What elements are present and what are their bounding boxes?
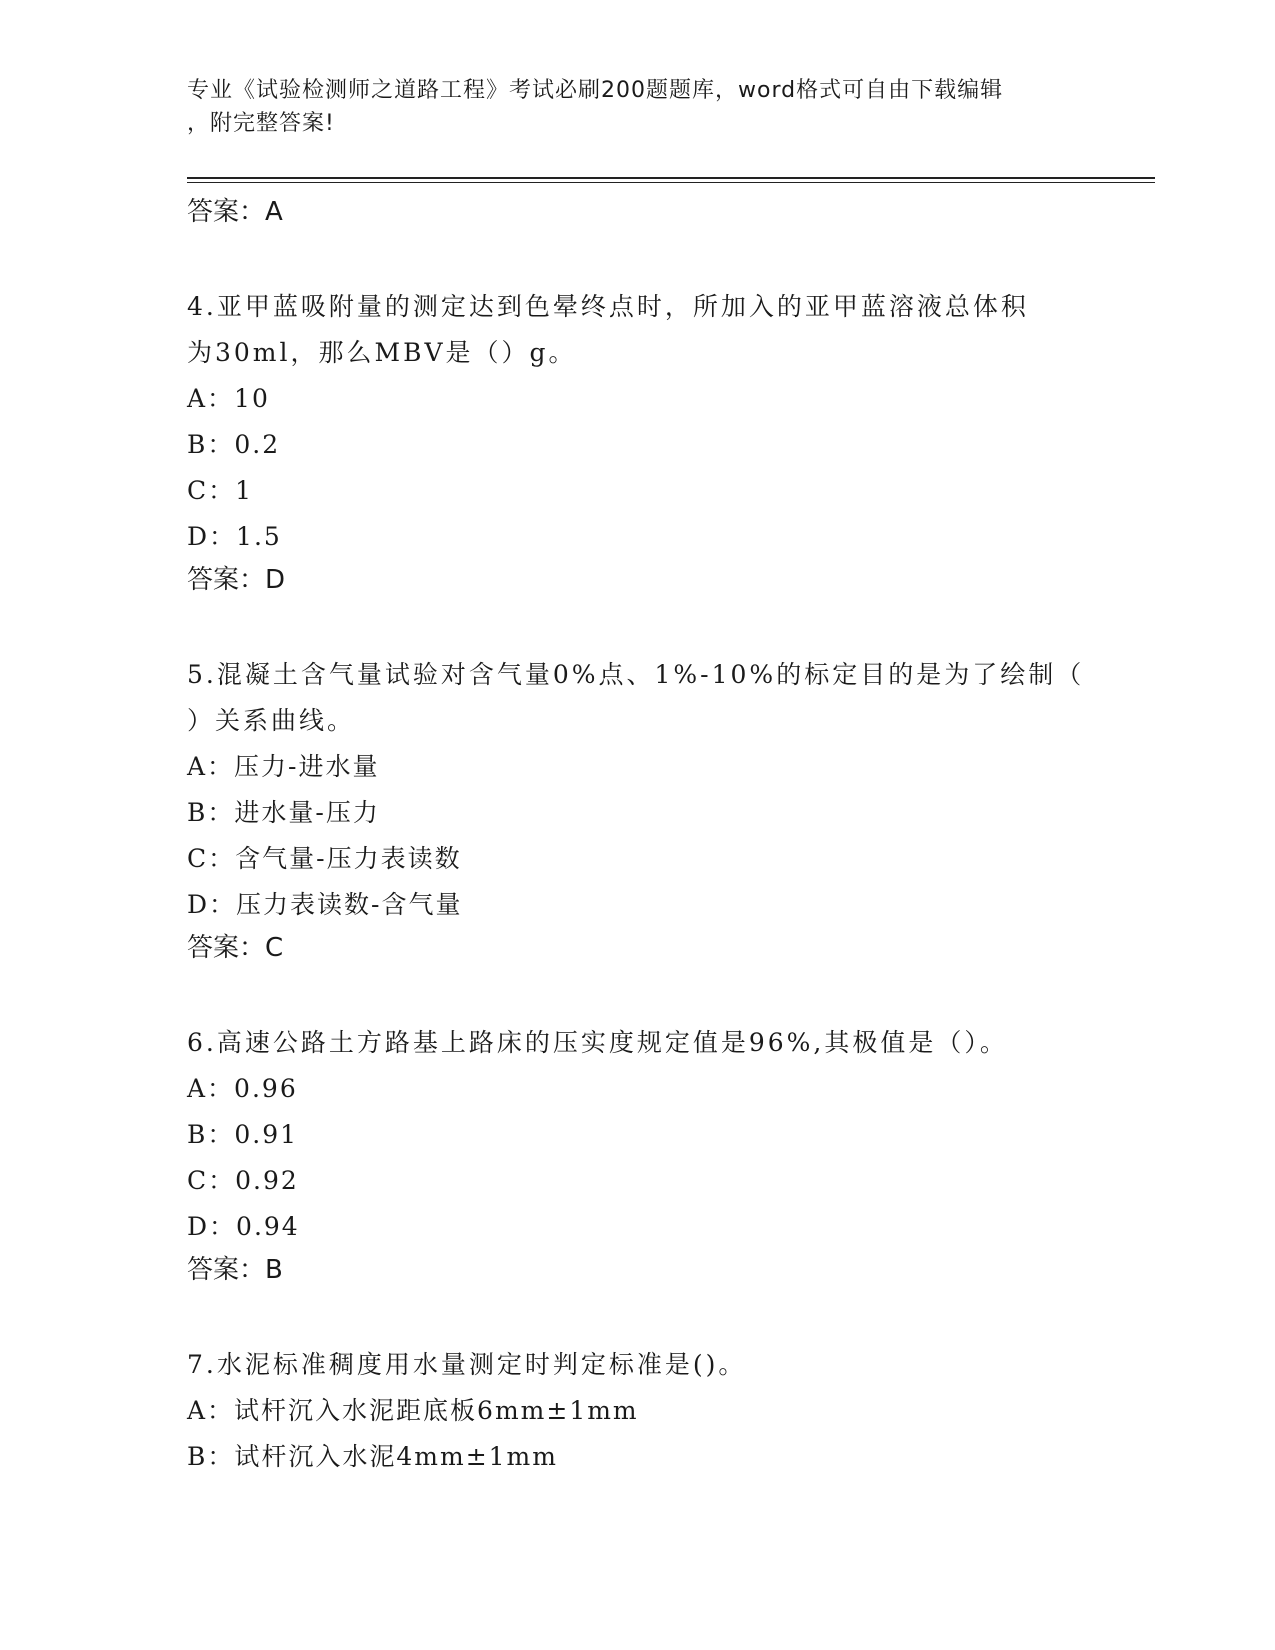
question-5-option-d: D：压力表读数-含气量 [187,890,463,919]
question-5-stem-line-1: 5.混凝土含气量试验对含气量0%点、1%-10%的标定目的是为了绘制（ [187,660,1085,689]
question-5-option-b: B：进水量-压力 [187,798,380,827]
question-4-option-c: C：1 [187,476,254,505]
question-6 [187,1020,1087,1290]
question-7-option-a: A：试杆沉入水泥距底板6mm±1mm [187,1396,639,1425]
question-4 [187,284,1087,600]
answer-q3: 答案：A [187,197,283,227]
question-7-stem-line-1: 7.水泥标准稠度用水量测定时判定标准是()。 [187,1350,747,1379]
question-6-option-b: B：0.91 [187,1120,299,1149]
question-5-stem-line-2: ）关系曲线。 [187,706,356,735]
question-4-option-b: B：0.2 [187,430,281,459]
question-4-stem-line-1: 4.亚甲蓝吸附量的测定达到色晕终点时，所加入的亚甲蓝溶液总体积 [187,292,1029,321]
header-line-2: ，附完整答案! [187,111,335,136]
header-line-1: 专业《试验检测师之道路工程》考试必刷200题题库，word格式可自由下载编辑 [187,78,1004,103]
question-5 [187,652,1087,968]
question-4-option-a: A：10 [187,384,270,413]
answer-q4: 答案：D [187,565,286,595]
answer-q5: 答案：C [187,933,284,963]
question-4-stem-line-2: 为30ml，那么MBV是（）g。 [187,338,577,367]
answer-q6: 答案：B [187,1255,283,1285]
header-divider [187,177,1155,179]
header-divider-thin [187,182,1155,183]
question-4-option-d: D：1.5 [187,522,282,551]
question-6-option-a: A：0.96 [187,1074,298,1103]
document-body [187,192,1087,1480]
question-5-option-a: A：压力-进水量 [187,752,380,781]
question-5-option-c: C：含气量-压力表读数 [187,844,462,873]
question-6-option-c: C：0.92 [187,1166,299,1195]
question-6-option-d: D：0.94 [187,1212,300,1241]
question-6-stem-line-1: 6.高速公路土方路基上路床的压实度规定值是96%,其极值是（）。 [187,1028,1008,1057]
question-7 [187,1342,1087,1480]
document-header [187,74,1087,140]
question-7-option-b: B：试杆沉入水泥4mm±1mm [187,1442,558,1471]
